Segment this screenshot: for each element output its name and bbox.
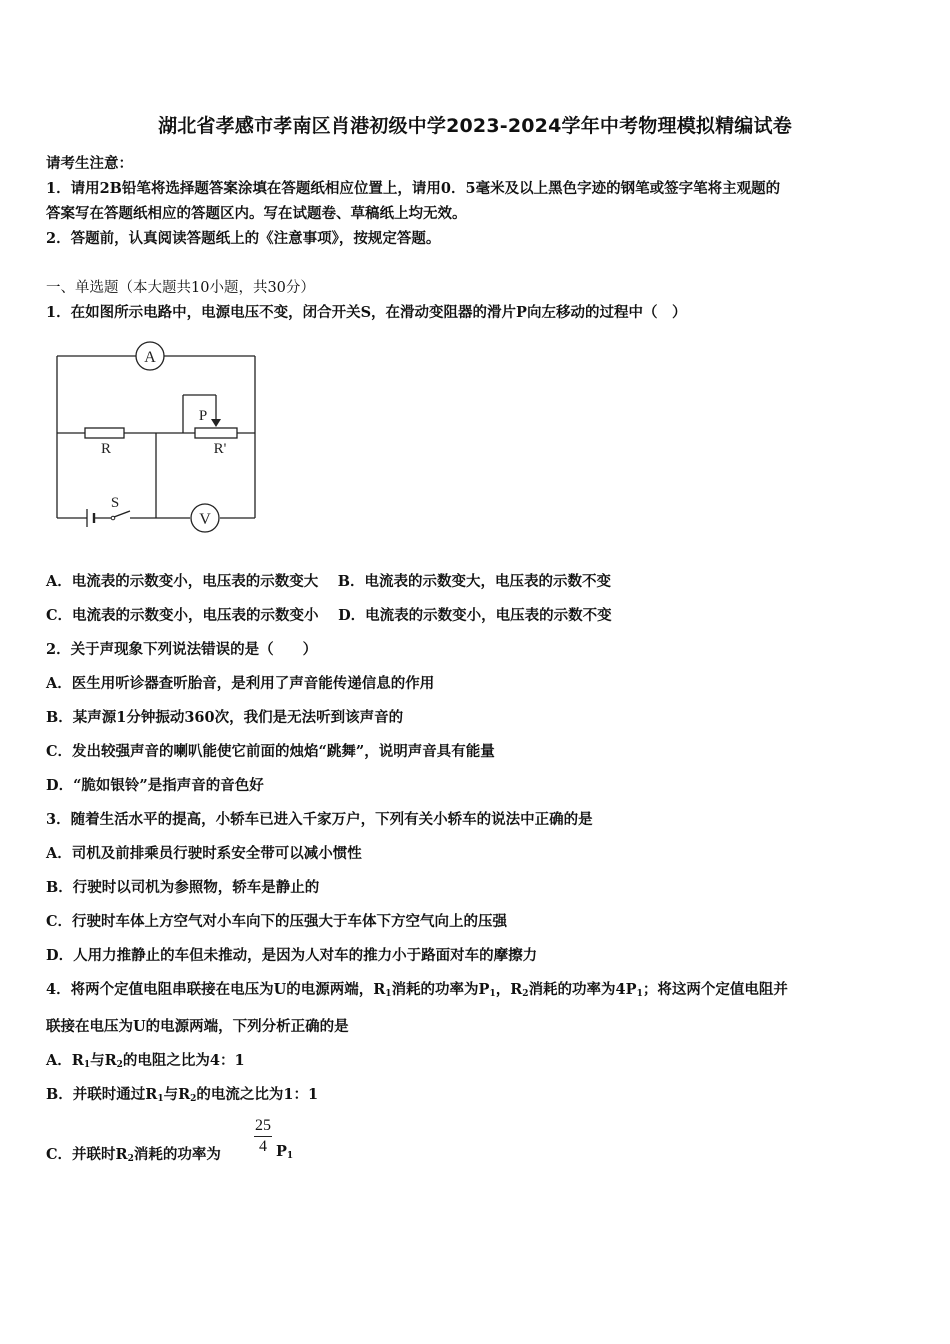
- rheostat-symbol: [195, 428, 237, 438]
- fraction-numerator: 25: [255, 1117, 271, 1134]
- q3-stem: 3．随着生活水平的提高，小轿车已进入千家万户，下列有关小轿车的说法中正确的是: [46, 811, 593, 828]
- ammeter-label: A: [144, 349, 156, 366]
- q4-stem-line-2: 联接在电压为U的电源两端，下列分析正确的是: [46, 1018, 349, 1035]
- q4-stem-line-1: 4．将两个定值电阻串联接在电压为U的电源两端，$R_1$消耗的功率为$P_1$，$R_2$消耗的功率为$4P_1$；将这两个定值电阻并: [46, 981, 788, 999]
- notice-heading: 请考生注意：: [46, 155, 133, 172]
- section-heading: 一、单选题（本大题共10小题，共30分）: [46, 280, 315, 296]
- q1-options-row-1: A．电流表的示数变小，电压表的示数变大 B．电流表的示数变大，电压表的示数不变: [46, 573, 612, 590]
- notice-item-1-line-1: 1．请用2B铅笔将选择题答案涂填在答题纸相应位置上，请用0．5毫米及以上黑色字迹的钢笔或签字笔将主观题的: [46, 180, 781, 197]
- page-title: 湖北省孝感市孝南区肖港初级中学2023-2024学年中考物理模拟精编试卷: [158, 115, 792, 137]
- fraction-bar: [254, 1136, 272, 1137]
- q4-option-b: B．并联时通过$R_1$与$R_2$的电流之比为1：1: [46, 1086, 319, 1104]
- q2-option-c: C．发出较强声音的喇叭能使它前面的烛焰“跳舞”，说明声音具有能量: [46, 743, 495, 760]
- q1-options-row-2: C．电流表的示数变小，电压表的示数变小 D．电流表的示数变小，电压表的示数不变: [46, 607, 612, 624]
- q2-option-b: B．某声源1分钟振动360次，我们是无法听到该声音的: [46, 709, 404, 726]
- q4-option-a: A．$R_1$与$R_2$的电阻之比为4：1: [46, 1052, 245, 1070]
- q4-option-c-unit: $P_1$: [276, 1143, 294, 1161]
- q4-option-c: C．并联时$R_2$消耗的功率为: [46, 1146, 221, 1164]
- q3-option-b: B．行驶时以司机为参照物，轿车是静止的: [46, 879, 320, 896]
- q2-option-d: D．“脆如银铃”是指声音的音色好: [46, 777, 264, 794]
- voltmeter-label: V: [199, 511, 211, 528]
- switch-lever: [114, 511, 130, 517]
- q2-option-a: A．医生用听诊器查听胎音，是利用了声音能传递信息的作用: [46, 675, 435, 692]
- q2-stem: 2．关于声现象下列说法错误的是（ ）: [46, 641, 318, 658]
- fraction-denominator: 4: [259, 1138, 267, 1155]
- notice-item-1-line-2: 答案写在答题纸相应的答题区内。写在试题卷、草稿纸上均无效。: [46, 205, 467, 222]
- resistor-label: R: [100, 441, 112, 457]
- q3-option-a: A．司机及前排乘员行驶时系安全带可以减小惯性: [46, 845, 362, 862]
- q1-stem: 1．在如图所示电路中，电源电压不变，闭合开关S，在滑动变阻器的滑片P向左移动的过程中（ ）: [46, 304, 687, 321]
- switch-label: S: [110, 495, 120, 511]
- rheostat-label: R': [213, 441, 227, 457]
- resistor-symbol: [85, 428, 124, 438]
- q3-option-d: D．人用力推静止的车但未推动，是因为人对车的推力小于路面对车的摩擦力: [46, 947, 538, 964]
- q3-option-c: C．行驶时车体上方空气对小车向下的压强大于车体下方空气向上的压强: [46, 913, 508, 930]
- slider-arrow-icon: [211, 419, 221, 427]
- notice-item-2: 2．答题前，认真阅读答题纸上的《注意事项》，按规定答题。: [46, 230, 441, 247]
- q1-circuit-diagram: [50, 336, 270, 536]
- q4-option-c-fraction: [252, 1117, 274, 1156]
- slider-label: P: [198, 408, 208, 424]
